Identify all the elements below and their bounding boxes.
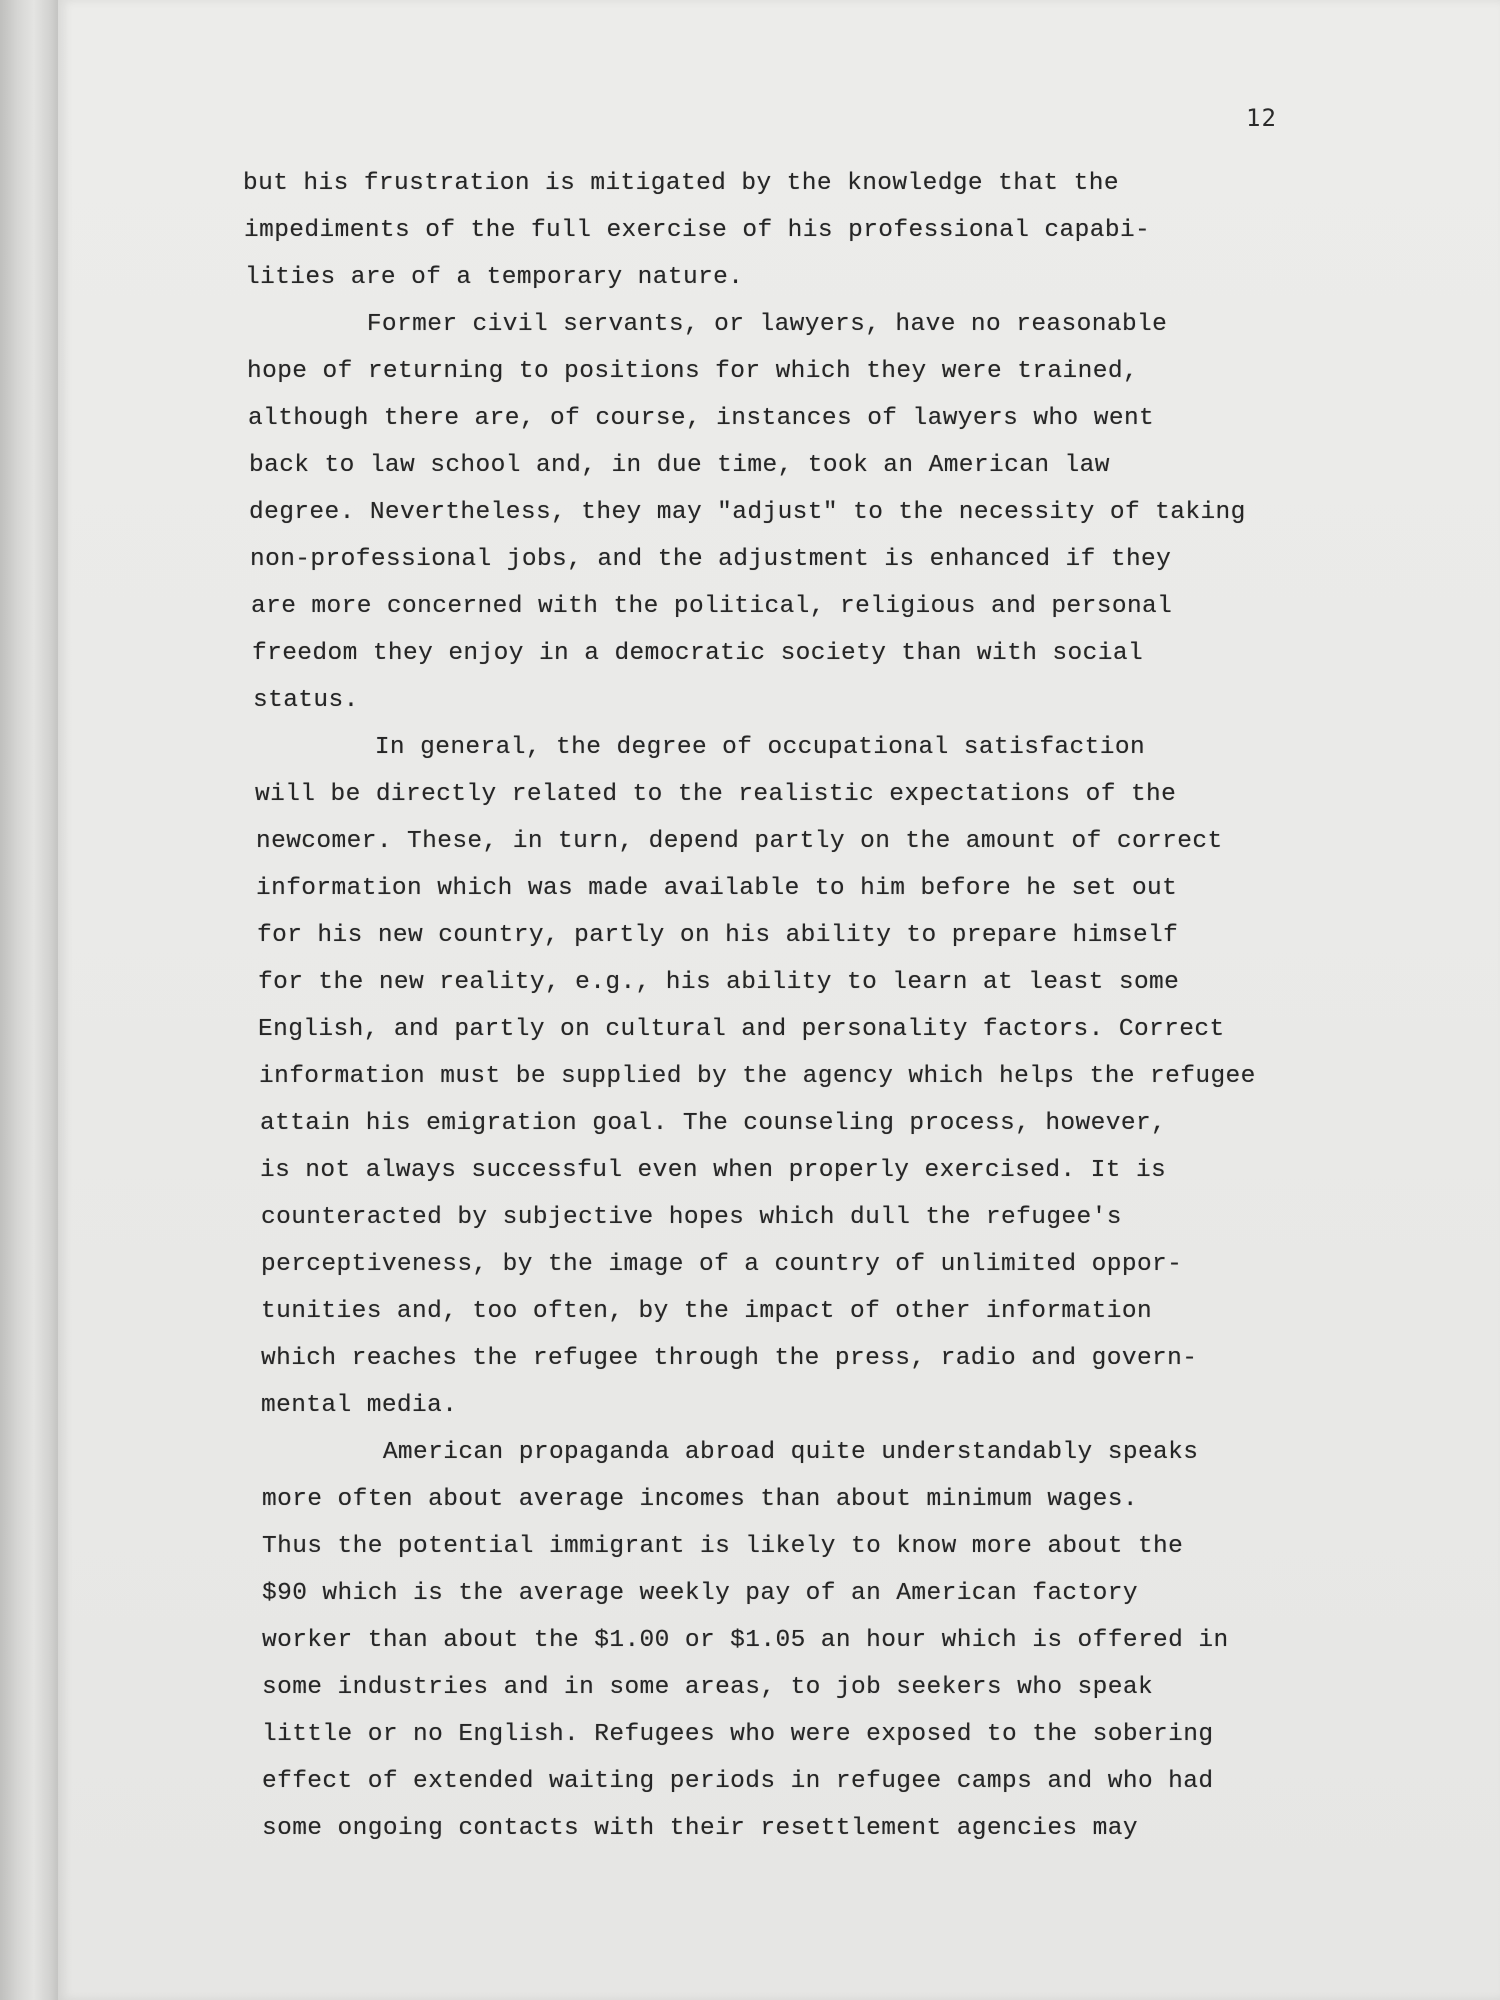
text-line: attain his emigration goal. The counseling process, however, <box>260 1110 1167 1137</box>
text-line: information must be supplied by the agency which helps the refugee <box>259 1063 1256 1090</box>
text-line: Thus the potential immigrant is likely to know more about the <box>262 1533 1184 1560</box>
text-line: some ongoing contacts with their resettlement agencies may <box>262 1815 1138 1842</box>
text-line: In general, the degree of occupational satisfaction <box>254 734 1146 761</box>
text-line: perceptiveness, by the image of a country of unlimited oppor- <box>261 1251 1183 1278</box>
text-line: back to law school and, in due time, took an American law <box>249 452 1110 479</box>
text-line: although there are, of course, instances of lawyers who went <box>248 405 1155 432</box>
text-line: for the new reality, e.g., his ability to learn at least some <box>258 969 1180 996</box>
text-line: counteracted by subjective hopes which dull the refugee's <box>261 1204 1122 1231</box>
text-line: English, and partly on cultural and personality factors. Correct <box>258 1016 1225 1043</box>
text-line: some industries and in some areas, to job seekers who speak <box>262 1674 1154 1701</box>
text-line: mental media. <box>261 1392 458 1419</box>
text-line: worker than about the $1.00 or $1.05 an hour which is offered in <box>262 1627 1229 1654</box>
text-line: will be directly related to the realistic expectations of the <box>255 781 1177 808</box>
text-line: are more concerned with the political, religious and personal <box>251 593 1173 620</box>
text-line: newcomer. These, in turn, depend partly on the amount of correct <box>256 828 1223 855</box>
text-line: tunities and, too often, by the impact of other information <box>261 1298 1153 1325</box>
text-line: degree. Nevertheless, they may "adjust" to the necessity of taking <box>249 499 1246 526</box>
text-line: non-professional jobs, and the adjustment is enhanced if they <box>250 546 1172 573</box>
text-line: freedom they enjoy in a democratic society than with social <box>252 640 1144 667</box>
text-line: hope of returning to positions for which they were trained, <box>247 358 1139 385</box>
text-line: but his frustration is mitigated by the knowledge that the <box>243 170 1119 197</box>
text-line: which reaches the refugee through the press, radio and govern- <box>261 1345 1198 1372</box>
book-binding <box>0 0 58 2000</box>
typed-page <box>58 0 1500 2000</box>
text-line: impediments of the full exercise of his professional capabi- <box>244 217 1151 244</box>
text-line: little or no English. Refugees who were exposed to the sobering <box>262 1721 1214 1748</box>
text-line: effect of extended waiting periods in refugee camps and who had <box>262 1768 1214 1795</box>
text-line: is not always successful even when properly exercised. It is <box>260 1157 1167 1184</box>
text-line: information which was made available to him before he set out <box>256 875 1178 902</box>
text-line: Former civil servants, or lawyers, have no reasonable <box>246 311 1168 338</box>
text-line: $90 which is the average weekly pay of an American factory <box>262 1580 1138 1607</box>
text-line: American propaganda abroad quite understandably speaks <box>262 1439 1199 1466</box>
page-number: 12 <box>1246 104 1277 132</box>
text-line: for his new country, partly on his ability to prepare himself <box>257 922 1179 949</box>
text-line: more often about average incomes than about minimum wages. <box>262 1486 1138 1513</box>
text-line: status. <box>253 687 359 714</box>
text-line: lities are of a temporary nature. <box>245 264 744 291</box>
